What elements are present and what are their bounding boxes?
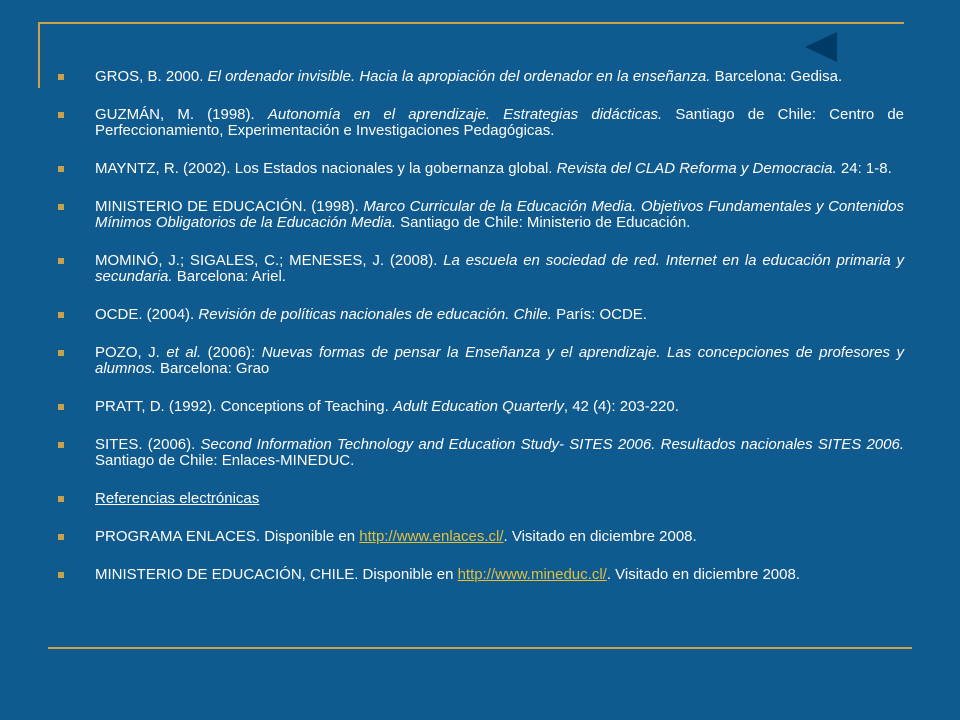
reference-title: et al. — [166, 344, 202, 361]
reference-text: Barcelona: Gedisa. — [710, 68, 843, 85]
reference-item — [58, 253, 904, 285]
reference-text: MINISTERIO DE EDUCACIÓN. (1998). — [95, 198, 364, 215]
reference-text: OCDE. (2004). — [95, 306, 199, 323]
reference-item — [58, 437, 904, 469]
reference-link[interactable]: http://www.enlaces.cl/ — [359, 528, 504, 545]
section-heading — [58, 491, 904, 507]
back-button[interactable] — [805, 32, 837, 62]
reference-text: , 42 (4): 203-220. — [563, 398, 679, 415]
reference-title: Revisión de políticas nacionales de educación. Chile. — [198, 306, 552, 323]
reference-item — [58, 161, 904, 177]
references-heading: Referencias electrónicas — [95, 490, 260, 507]
reference-item — [58, 69, 904, 85]
reference-text: MOMINÓ, J.; SIGALES, C.; MENESES, J. (2008). — [95, 252, 444, 269]
reference-text: PRATT, D. (1992). Conceptions of Teaching. — [95, 398, 393, 415]
bullet-icon — [58, 112, 64, 118]
reference-title: Marco Curricular de la Educación Media. Objetivos Fundamentales y Contenidos Mínimos Obligatorios de la Educación Media. — [95, 198, 904, 231]
reference-list — [58, 69, 904, 583]
reference-item — [58, 399, 904, 415]
reference-link[interactable]: http://www.mineduc.cl/ — [457, 566, 607, 583]
reference-item — [58, 199, 904, 231]
left-divider — [38, 22, 40, 88]
reference-title: La escuela en sociedad de red. Internet en la educación primaria y secundaria. — [95, 252, 905, 285]
reference-text: . Visitado en diciembre 2008. — [606, 566, 801, 583]
reference-text: (2006): — [201, 344, 262, 361]
reference-text: Barcelona: Ariel. — [172, 268, 286, 285]
reference-item — [58, 567, 904, 583]
bullet-icon — [58, 312, 64, 318]
reference-title: El ordenador invisible. Hacia la apropiación del ordenador en la enseñanza. — [207, 68, 711, 85]
reference-item — [58, 529, 904, 545]
reference-text: Santiago de Chile: Ministerio de Educación. — [395, 214, 691, 231]
bullet-icon — [58, 572, 64, 578]
reference-title: Autonomía en el aprendizaje. Estrategias didácticas. — [267, 106, 663, 123]
top-divider — [40, 22, 904, 24]
bottom-divider — [48, 647, 912, 649]
reference-title: Revista del CLAD Reforma y Democracia. — [556, 160, 837, 177]
reference-text: París: OCDE. — [551, 306, 647, 323]
bullet-icon — [58, 204, 64, 210]
reference-item — [58, 107, 904, 139]
reference-text: . Visitado en diciembre 2008. — [503, 528, 697, 545]
reference-item — [58, 345, 904, 377]
bullet-icon — [58, 442, 64, 448]
reference-text: PROGRAMA ENLACES. Disponible en — [95, 528, 360, 545]
reference-text: MAYNTZ, R. (2002). Los Estados nacionales y la gobernanza global. — [95, 160, 557, 177]
reference-title: Nuevas formas de pensar la Enseñanza y el aprendizaje. Las concepciones de profesores y alumnos. — [95, 344, 904, 377]
back-arrow-icon[interactable] — [805, 32, 837, 62]
reference-text: GROS, B. 2000. — [95, 68, 208, 85]
bullet-icon — [58, 404, 64, 410]
reference-text: GUZMÁN, M. (1998). — [95, 106, 268, 123]
reference-text: SITES. (2006). — [95, 436, 201, 453]
reference-text: 24: 1-8. — [836, 160, 892, 177]
reference-title: Second Information Technology and Education Study- SITES 2006. Resultados nacionales SITES 2006. — [200, 436, 905, 453]
reference-text: POZO, J. — [95, 344, 167, 361]
reference-text: Santiago de Chile: Centro de Perfeccionamiento, Experimentación e Investigaciones Pedagógicas. — [95, 106, 905, 139]
reference-text: Barcelona: Grao — [155, 360, 270, 377]
bullet-icon — [58, 496, 64, 502]
bullet-icon — [58, 166, 64, 172]
bullet-icon — [58, 350, 64, 356]
bullet-icon — [58, 534, 64, 540]
reference-text: Santiago de Chile: Enlaces-MINEDUC. — [95, 452, 355, 469]
bullet-icon — [58, 258, 64, 264]
reference-title: Adult Education Quarterly — [392, 398, 564, 415]
reference-text: MINISTERIO DE EDUCACIÓN, CHILE. Disponible en — [95, 566, 458, 583]
bullet-icon — [58, 74, 64, 80]
reference-item — [58, 307, 904, 323]
